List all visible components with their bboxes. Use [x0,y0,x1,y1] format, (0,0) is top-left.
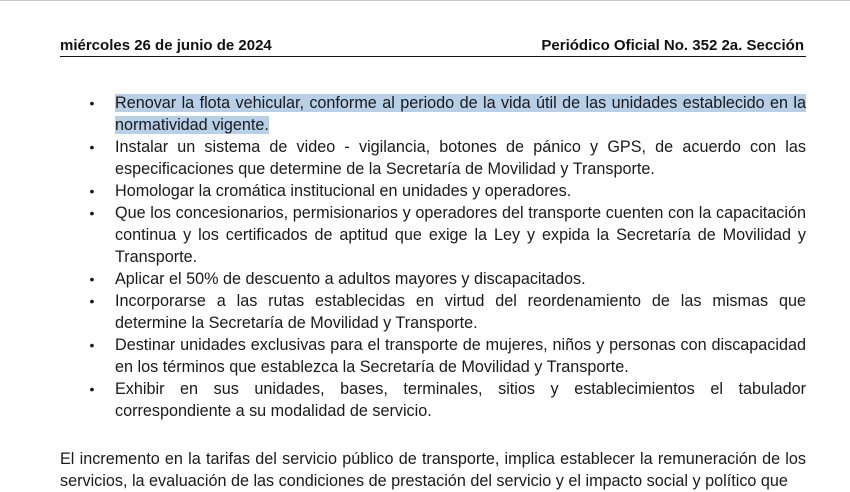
header-rule [60,56,806,57]
bullet-icon: • [89,271,95,287]
list-item-text[interactable]: Incorporarse a las rutas establecidas en virtud del reordenamiento de las mismas que determine la Secretaría de Movilidad y Transporte. [115,292,806,332]
list-item-text[interactable]: Instalar un sistema de video - vigilancia, botones de pánico y GPS, de acuerdo con las especificaciones que determine de la Secretaría de Movilidad y Transporte. [115,138,806,178]
list-item[interactable] [86,290,806,334]
bullet-icon: • [89,293,95,309]
list-item[interactable] [86,202,806,268]
list-item[interactable] [86,136,806,180]
highlighted-text[interactable]: Renovar la flota vehicular, conforme al periodo de la vida útil de las unidades establecido en la normatividad vigente. [115,94,806,134]
bullet-icon: • [89,139,95,155]
list-item-text[interactable]: Aplicar el 50% de descuento a adultos mayores y discapacitados. [115,270,586,288]
list-item[interactable] [86,180,806,202]
requirements-list [86,92,806,422]
list-item[interactable] [86,92,806,136]
bullet-icon: • [89,337,95,353]
list-item-text[interactable]: Exhibir en sus unidades, bases, terminales, sitios y establecimientos el tabulador correspondiente a su modalidad de servicio. [115,380,806,420]
list-item-text[interactable]: Destinar unidades exclusivas para el transporte de mujeres, niños y personas con discapacidad en los términos que establezca la Secretaría de Movilidad y Transporte. [115,336,806,376]
page-top-border [0,0,850,1]
header-date: miércoles 26 de junio de 2024 [60,37,272,54]
bullet-icon: • [89,95,95,111]
header-publication: Periódico Oficial No. 352 2a. Sección [541,37,804,54]
bullet-icon: • [89,183,95,199]
list-item[interactable] [86,268,806,290]
list-item[interactable] [86,378,806,422]
list-item[interactable] [86,334,806,378]
body-paragraph[interactable]: El incremento en la tarifas del servicio público de transporte, implica establecer la remuneración de los servicios, la evaluación de las condiciones de prestación del servicio y el impacto social y político que [60,450,806,490]
bullet-icon: • [89,381,95,397]
bullet-icon: • [89,205,95,221]
page-header [60,37,804,57]
list-item-text[interactable]: Homologar la cromática institucional en unidades y operadores. [115,182,572,200]
list-item-text[interactable]: Que los concesionarios, permisionarios y operadores del transporte cuenten con la capacitación continua y los certificados de aptitud que exige la Ley y expida la Secretaría de Movilidad y Transporte. [115,204,806,266]
